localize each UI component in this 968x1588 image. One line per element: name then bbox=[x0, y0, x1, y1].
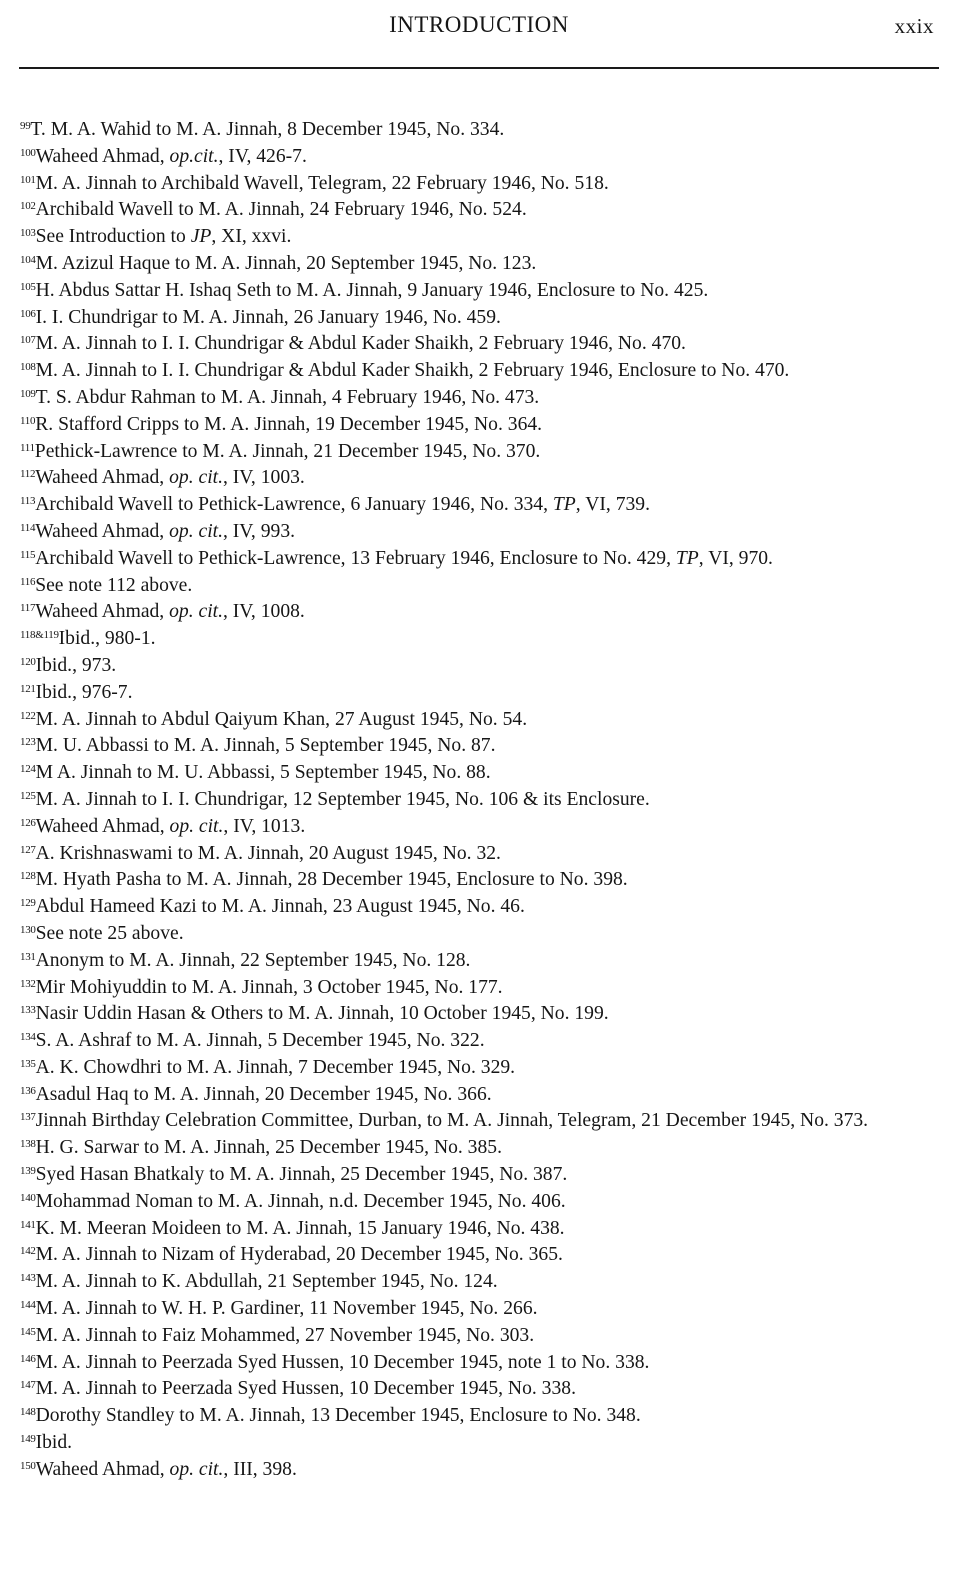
endnote-number: 131 bbox=[20, 950, 36, 963]
endnote-146 bbox=[20, 1350, 940, 1377]
endnote-text: Waheed Ahmad, bbox=[35, 815, 170, 837]
endnote-text: T. M. A. Wahid to M. A. Jinnah, 8 December 1945, No. 334. bbox=[30, 119, 505, 140]
endnote-132 bbox=[20, 975, 940, 1002]
endnote-text: K. M. Meeran Moideen to M. A. Jinnah, 15 January 1946, No. 438. bbox=[35, 1217, 565, 1239]
endnote-text: Ibid. bbox=[35, 1432, 73, 1454]
endnote-101 bbox=[20, 171, 940, 198]
endnote-text: Archibald Wavell to M. A. Jinnah, 24 February 1946, No. 524. bbox=[35, 199, 527, 221]
endnote-text: Waheed Ahmad, bbox=[35, 601, 170, 623]
endnote-number: 124 bbox=[20, 763, 36, 776]
endnote-text: M. A. Jinnah to W. H. P. Gardiner, 11 November 1945, No. 266. bbox=[35, 1298, 538, 1320]
endnote-number: 140 bbox=[20, 1191, 36, 1204]
endnote-text: A. K. Chowdhri to M. A. Jinnah, 7 December 1945, No. 329. bbox=[35, 1056, 516, 1078]
endnote-133 bbox=[20, 1001, 940, 1028]
endnote-number: 146 bbox=[20, 1352, 36, 1365]
endnote-text: Pethick-Lawrence to M. A. Jinnah, 21 December 1945, No. 370. bbox=[34, 440, 541, 462]
header-rule bbox=[19, 67, 939, 69]
endnote-number: 142 bbox=[20, 1245, 36, 1258]
endnote-number: 149 bbox=[20, 1433, 36, 1446]
endnote-text: Dorothy Standley to M. A. Jinnah, 13 December 1945, Enclosure to No. 348. bbox=[35, 1405, 641, 1427]
endnote-text: Waheed Ahmad, bbox=[35, 145, 170, 167]
endnote-number: 111 bbox=[20, 441, 35, 454]
endnote-number: 145 bbox=[20, 1325, 36, 1338]
endnote-italic-text: JP bbox=[190, 226, 212, 248]
endnote-number: 135 bbox=[20, 1057, 36, 1070]
endnote-number: 128 bbox=[20, 870, 36, 883]
endnote-number: 105 bbox=[20, 280, 36, 293]
endnote-108 bbox=[20, 358, 940, 385]
endnote-text: M. U. Abbassi to M. A. Jinnah, 5 September 1945, No. 87. bbox=[35, 735, 496, 757]
endnote-number: 118&119 bbox=[20, 629, 59, 642]
endnote-text: , IV, 1013. bbox=[223, 815, 306, 837]
endnote-number: 143 bbox=[20, 1272, 36, 1285]
endnote-text: M. Hyath Pasha to M. A. Jinnah, 28 December 1945, Enclosure to No. 398. bbox=[35, 869, 628, 891]
endnote-text: M. A. Jinnah to I. I. Chundrigar & Abdul Kader Shaikh, 2 February 1946, No. 470. bbox=[35, 333, 686, 355]
endnote-125 bbox=[20, 787, 940, 814]
endnote-text: T. S. Abdur Rahman to M. A. Jinnah, 4 February 1946, No. 473. bbox=[35, 386, 540, 408]
endnote-number: 123 bbox=[20, 736, 36, 749]
endnote-text: M. A. Jinnah to Faiz Mohammed, 27 November 1945, No. 303. bbox=[35, 1324, 535, 1346]
endnote-141 bbox=[20, 1216, 940, 1243]
endnote-text: M. A. Jinnah to I. I. Chundrigar, 12 September 1945, No. 106 & its Enclosure. bbox=[35, 788, 650, 810]
endnote-number: 102 bbox=[20, 200, 36, 213]
endnote-text: M A. Jinnah to M. U. Abbassi, 5 September 1945, No. 88. bbox=[35, 762, 491, 784]
endnote-number: 139 bbox=[20, 1165, 36, 1178]
endnote-text: , IV, 1008. bbox=[222, 601, 305, 623]
endnote-112 bbox=[20, 465, 940, 492]
endnote-italic-text: op. cit. bbox=[169, 520, 223, 542]
endnote-text: Archibald Wavell to Pethick-Lawrence, 6 January 1946, No. 334, bbox=[35, 494, 553, 516]
endnote-number: 127 bbox=[20, 843, 36, 856]
endnote-number: 108 bbox=[20, 361, 36, 374]
endnote-text: Ibid., 976-7. bbox=[35, 681, 133, 703]
endnote-104 bbox=[20, 251, 940, 278]
endnote-145 bbox=[20, 1323, 940, 1350]
endnote-text: Mir Mohiyuddin to M. A. Jinnah, 3 October 1945, No. 177. bbox=[35, 976, 503, 998]
endnote-number: 137 bbox=[20, 1111, 36, 1124]
endnote-number: 136 bbox=[20, 1084, 36, 1097]
endnote-number: 125 bbox=[20, 789, 36, 802]
endnote-number: 109 bbox=[20, 387, 36, 400]
endnote-number: 110 bbox=[20, 414, 36, 427]
endnote-text: , IV, 993. bbox=[222, 520, 296, 542]
endnote-114 bbox=[20, 519, 940, 546]
endnote-139 bbox=[20, 1162, 940, 1189]
endnote-115 bbox=[20, 546, 940, 573]
endnote-text: , IV, 1003. bbox=[222, 467, 305, 489]
endnote-105 bbox=[20, 278, 940, 305]
endnote-number: 106 bbox=[20, 307, 36, 320]
running-header-title: INTRODUCTION bbox=[389, 12, 569, 37]
endnote-text: , IV, 426-7. bbox=[218, 145, 307, 167]
endnote-text: Abdul Hameed Kazi to M. A. Jinnah, 23 August 1945, No. 46. bbox=[35, 896, 525, 918]
endnote-107 bbox=[20, 331, 940, 358]
endnote-123 bbox=[20, 733, 940, 760]
endnote-number: 122 bbox=[20, 709, 36, 722]
endnote-number: 114 bbox=[20, 521, 36, 534]
endnote-italic-text: op.cit. bbox=[169, 145, 219, 167]
endnote-149 bbox=[20, 1430, 940, 1457]
endnote-text: M. Azizul Haque to M. A. Jinnah, 20 September 1945, No. 123. bbox=[35, 252, 537, 274]
endnote-italic-text: op. cit. bbox=[169, 467, 223, 489]
endnote-text: Mohammad Noman to M. A. Jinnah, n.d. December 1945, No. 406. bbox=[35, 1190, 566, 1212]
endnote-number: 112 bbox=[20, 468, 36, 481]
endnote-128 bbox=[20, 867, 940, 894]
endnote-136 bbox=[20, 1082, 940, 1109]
endnote-number: 148 bbox=[20, 1406, 36, 1419]
endnote-103 bbox=[20, 224, 940, 251]
endnote-text: Ibid., 980-1. bbox=[58, 628, 156, 650]
endnote-text: M. A. Jinnah to Abdul Qaiyum Khan, 27 August 1945, No. 54. bbox=[35, 708, 528, 730]
endnote-number: 150 bbox=[20, 1459, 36, 1472]
endnote-148 bbox=[20, 1403, 940, 1430]
endnote-text: Nasir Uddin Hasan & Others to M. A. Jinnah, 10 October 1945, No. 199. bbox=[35, 1003, 609, 1025]
endnote-number: 130 bbox=[20, 923, 36, 936]
endnote-text: H. Abdus Sattar H. Ishaq Seth to M. A. Jinnah, 9 January 1946, Enclosure to No. 425. bbox=[35, 279, 709, 301]
endnote-113 bbox=[20, 492, 940, 519]
endnote-text: Waheed Ahmad, bbox=[35, 1458, 170, 1480]
endnote-number: 141 bbox=[20, 1218, 36, 1231]
endnote-130 bbox=[20, 921, 940, 948]
endnote-text: A. Krishnaswami to M. A. Jinnah, 20 August 1945, No. 32. bbox=[35, 842, 501, 864]
page-number: xxix bbox=[894, 14, 934, 38]
endnote-number: 121 bbox=[20, 682, 36, 695]
endnote-142 bbox=[20, 1242, 940, 1269]
endnote-italic-text: op. cit. bbox=[169, 1458, 224, 1480]
endnote-144 bbox=[20, 1296, 940, 1323]
endnote-italic-text: op. cit. bbox=[169, 815, 224, 837]
endnote-120 bbox=[20, 653, 940, 680]
endnote-number: 132 bbox=[20, 977, 36, 990]
endnote-text: Asadul Haq to M. A. Jinnah, 20 December 1945, No. 366. bbox=[35, 1083, 492, 1105]
endnote-text: R. Stafford Cripps to M. A. Jinnah, 19 December 1945, No. 364. bbox=[35, 413, 543, 435]
endnote-text: , III, 398. bbox=[223, 1458, 297, 1480]
endnote-number: 126 bbox=[20, 816, 36, 829]
endnote-116 bbox=[20, 573, 940, 600]
endnote-text: Ibid., 973. bbox=[35, 654, 117, 676]
endnote-number: 116 bbox=[20, 575, 36, 588]
endnote-110 bbox=[20, 412, 940, 439]
endnote-100 bbox=[20, 144, 940, 171]
endnote-text: Waheed Ahmad, bbox=[35, 467, 170, 489]
endnote-text: Archibald Wavell to Pethick-Lawrence, 13 February 1946, Enclosure to No. 429, bbox=[35, 547, 676, 569]
endnote-122 bbox=[20, 707, 940, 734]
endnote-text: M. A. Jinnah to I. I. Chundrigar & Abdul Kader Shaikh, 2 February 1946, Enclosure to No. 470. bbox=[35, 360, 790, 382]
endnote-131 bbox=[20, 948, 940, 975]
endnote-number: 144 bbox=[20, 1299, 36, 1312]
endnote-number: 107 bbox=[20, 334, 36, 347]
endnote-150 bbox=[20, 1457, 940, 1484]
endnote-99 bbox=[20, 117, 940, 144]
endnote-147 bbox=[20, 1376, 940, 1403]
endnote-text: Waheed Ahmad, bbox=[35, 520, 170, 542]
endnote-137 bbox=[20, 1108, 940, 1135]
endnote-number: 138 bbox=[20, 1138, 36, 1151]
endnote-text: H. G. Sarwar to M. A. Jinnah, 25 December 1945, No. 385. bbox=[35, 1137, 502, 1159]
endnote-121 bbox=[20, 680, 940, 707]
endnote-text: See Introduction to bbox=[35, 226, 191, 248]
endnote-text: , VI, 739. bbox=[575, 494, 650, 516]
endnote-text: M. A. Jinnah to Archibald Wavell, Telegram, 22 February 1946, No. 518. bbox=[35, 172, 609, 194]
endnote-number: 101 bbox=[20, 173, 36, 186]
endnote-text: Syed Hasan Bhatkaly to M. A. Jinnah, 25 December 1945, No. 387. bbox=[35, 1164, 568, 1186]
endnote-italic-text: TP bbox=[552, 494, 576, 516]
endnote-138 bbox=[20, 1135, 940, 1162]
endnote-124 bbox=[20, 760, 940, 787]
endnote-text: Jinnah Birthday Celebration Committee, Durban, to M. A. Jinnah, Telegram, 21 December 1945, No. 373. bbox=[35, 1110, 869, 1132]
endnote-number: 115 bbox=[20, 548, 36, 561]
endnote-text: M. A. Jinnah to Peerzada Syed Hussen, 10 December 1945, note 1 to No. 338. bbox=[35, 1351, 650, 1373]
endnote-number: 103 bbox=[20, 227, 36, 240]
endnote-number: 117 bbox=[20, 602, 36, 615]
endnote-126 bbox=[20, 814, 940, 841]
endnote-102 bbox=[20, 197, 940, 224]
endnote-number: 147 bbox=[20, 1379, 36, 1392]
endnote-127 bbox=[20, 841, 940, 868]
endnote-text: M. A. Jinnah to Peerzada Syed Hussen, 10 December 1945, No. 338. bbox=[35, 1378, 576, 1400]
endnote-text: I. I. Chundrigar to M. A. Jinnah, 26 January 1946, No. 459. bbox=[35, 306, 501, 328]
endnote-number: 104 bbox=[20, 253, 36, 266]
endnote-106 bbox=[20, 305, 940, 332]
endnote-129 bbox=[20, 894, 940, 921]
endnote-number: 133 bbox=[20, 1004, 36, 1017]
endnote-134 bbox=[20, 1028, 940, 1055]
endnote-143 bbox=[20, 1269, 940, 1296]
endnote-italic-text: op. cit. bbox=[169, 601, 223, 623]
endnote-italic-text: TP bbox=[675, 547, 699, 569]
endnote-109 bbox=[20, 385, 940, 412]
endnote-number: 129 bbox=[20, 897, 36, 910]
endnote-text: S. A. Ashraf to M. A. Jinnah, 5 December 1945, No. 322. bbox=[35, 1030, 485, 1052]
endnote-number: 113 bbox=[20, 495, 36, 508]
endnote-text: M. A. Jinnah to Nizam of Hyderabad, 20 December 1945, No. 365. bbox=[35, 1244, 563, 1266]
endnotes-list bbox=[20, 117, 940, 1484]
endnote-text: M. A. Jinnah to K. Abdullah, 21 September 1945, No. 124. bbox=[35, 1271, 498, 1293]
endnote-text: See note 112 above. bbox=[35, 574, 193, 596]
endnote-text: , VI, 970. bbox=[698, 547, 773, 569]
endnote-117 bbox=[20, 599, 940, 626]
endnote-140 bbox=[20, 1189, 940, 1216]
endnote-118-119 bbox=[20, 626, 940, 653]
endnote-text: Anonym to M. A. Jinnah, 22 September 1945, No. 128. bbox=[35, 949, 471, 971]
endnote-111 bbox=[20, 439, 940, 466]
endnote-number: 134 bbox=[20, 1031, 36, 1044]
endnote-number: 100 bbox=[20, 146, 36, 159]
endnote-text: , XI, xxvi. bbox=[211, 226, 292, 248]
endnote-text: See note 25 above. bbox=[35, 922, 184, 944]
running-header bbox=[20, 10, 938, 40]
endnote-135 bbox=[20, 1055, 940, 1082]
endnote-number: 120 bbox=[20, 655, 36, 668]
endnote-number: 99 bbox=[20, 120, 31, 132]
